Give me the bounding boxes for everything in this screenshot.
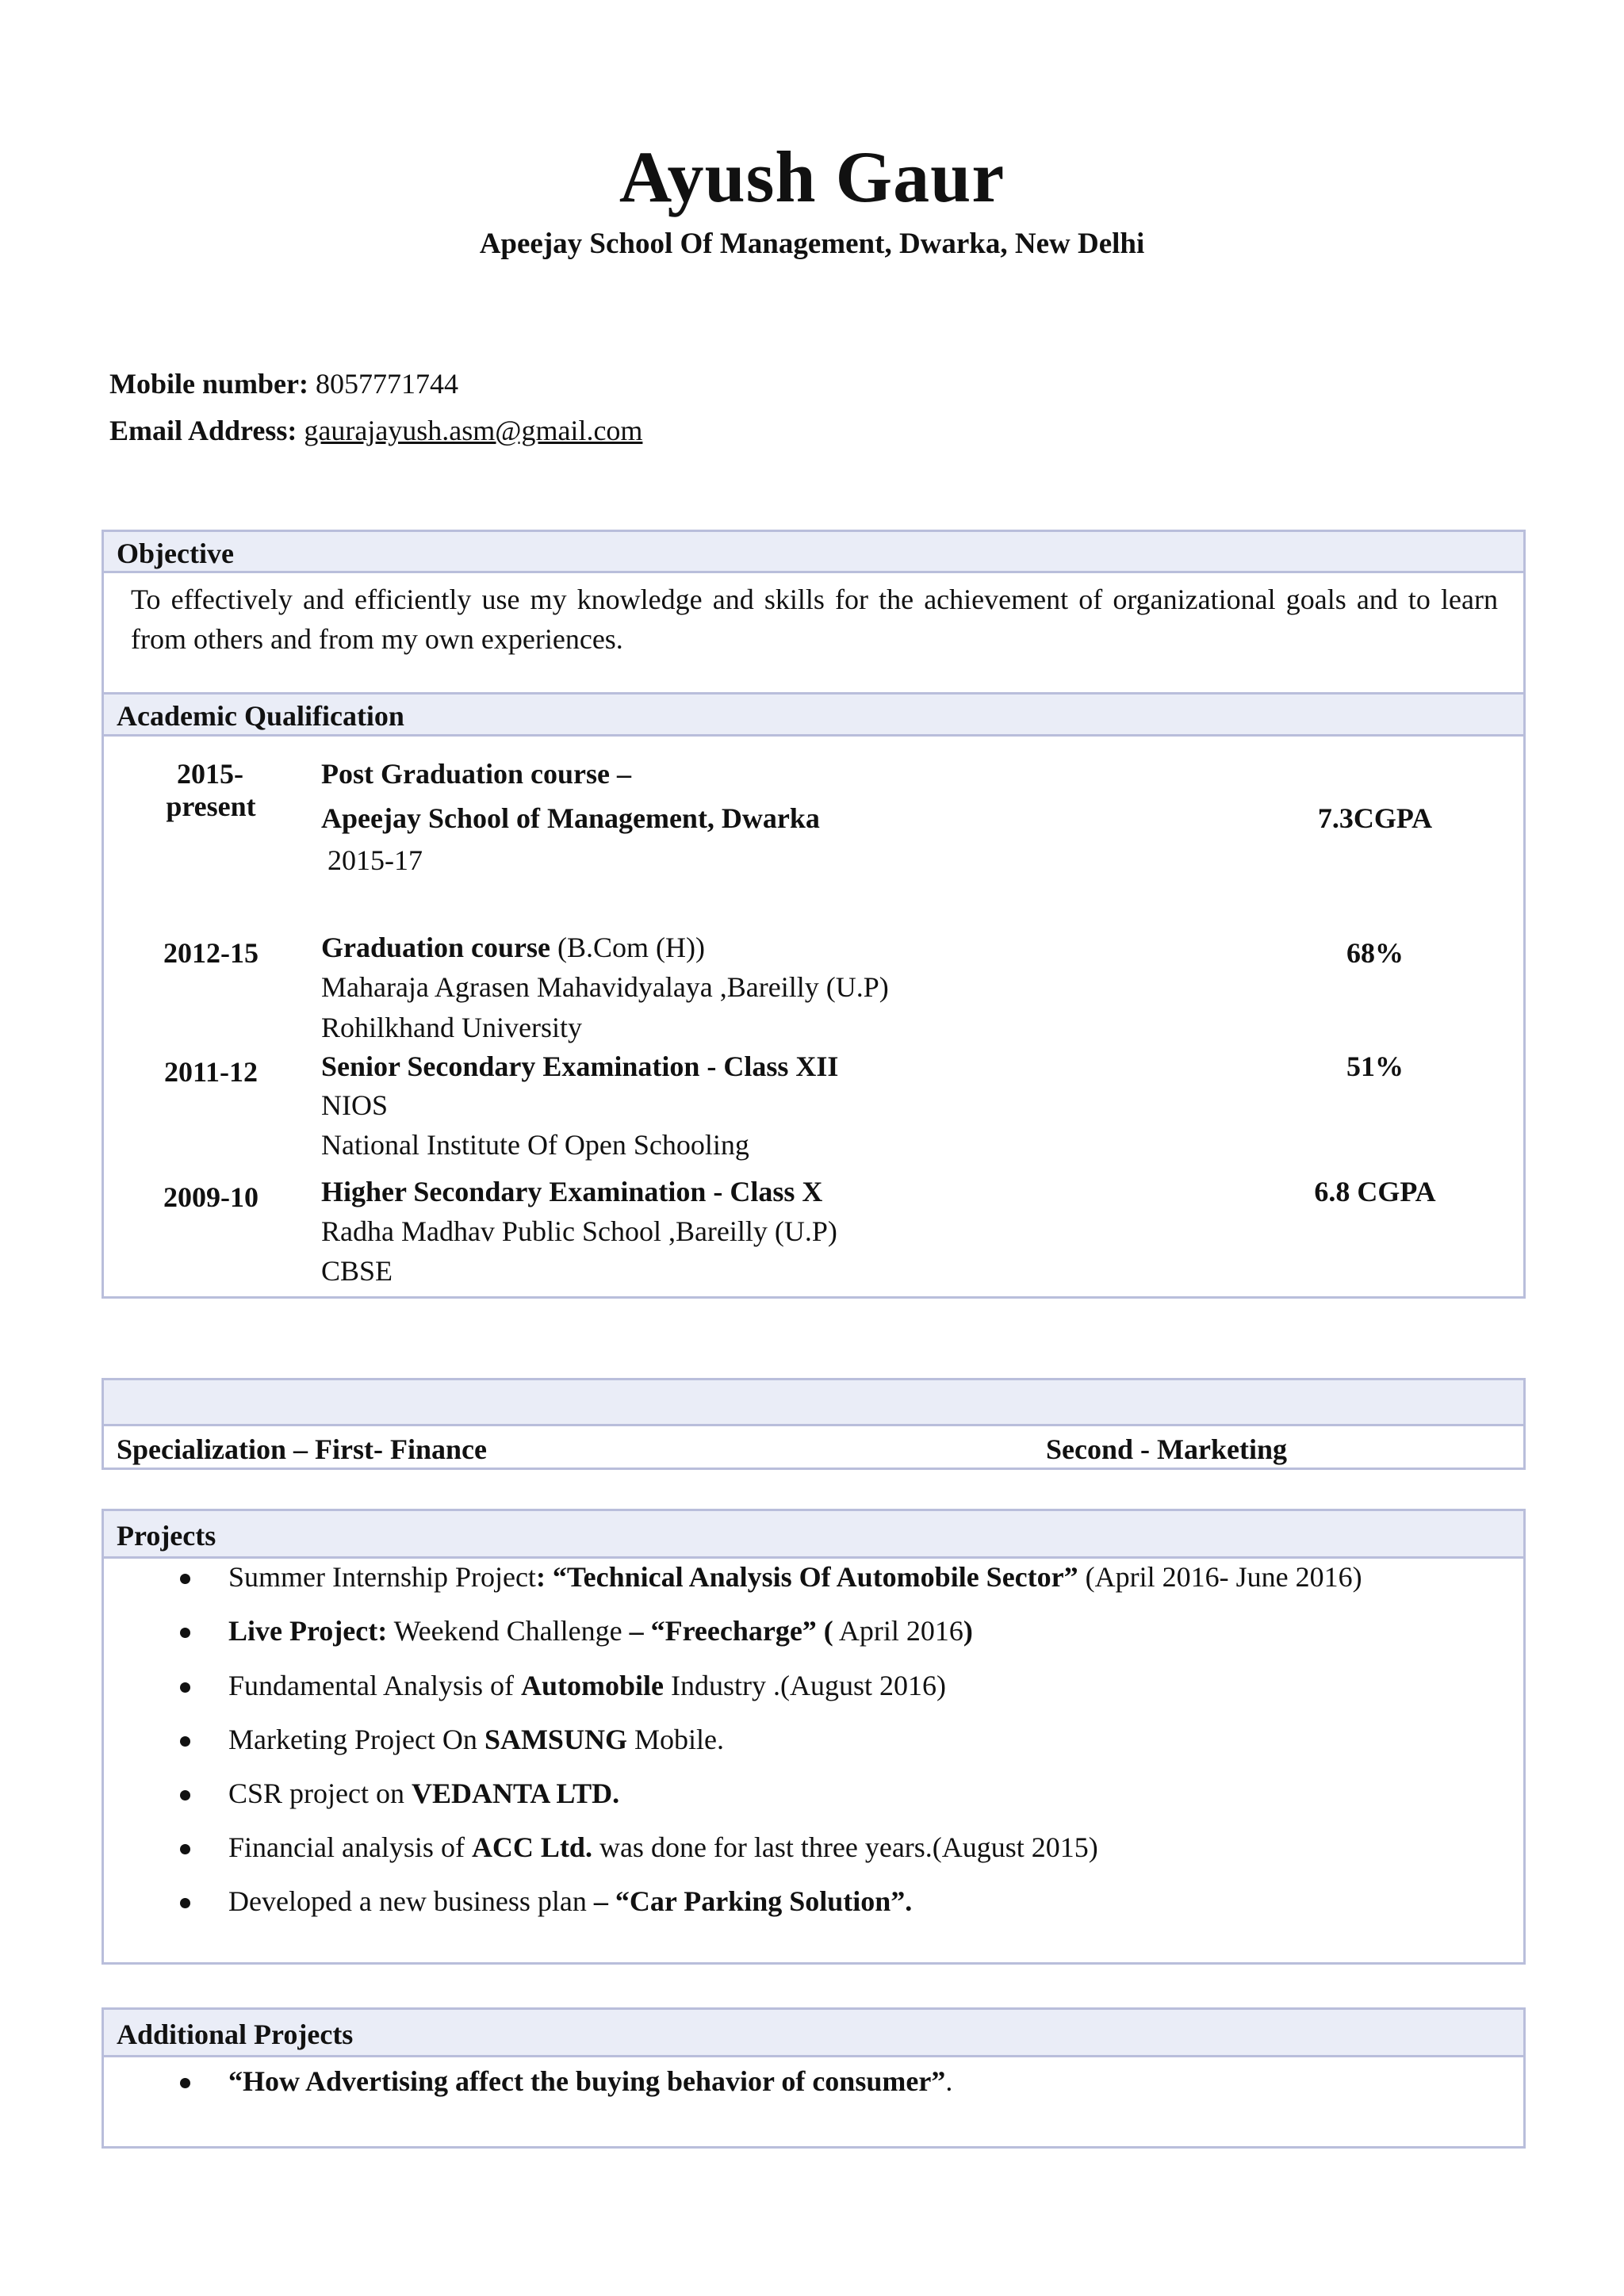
- projects-section: [102, 1509, 1526, 1965]
- project-item: Financial analysis of ACC Ltd. was done for last three years.(August 2015): [228, 1831, 1098, 1863]
- course-graduation: [321, 931, 705, 964]
- course-class-xii: Senior Secondary Examination - Class XII: [321, 1050, 839, 1082]
- project-item: Developed a new business plan – “Car Parking Solution”.: [228, 1885, 913, 1917]
- school-subtitle: Apeejay School Of Management, Dwarka, New Delhi: [479, 228, 1145, 260]
- course-graduation-degree: (B.Com (H)): [550, 932, 705, 963]
- objective-academic-section: [102, 530, 1526, 1299]
- institute-class-xii: NIOS: [321, 1089, 389, 1121]
- email-link[interactable]: gaurajayush.asm@gmail.com: [304, 415, 643, 446]
- year-present: present: [166, 790, 256, 822]
- additional-projects-header: Additional Projects: [104, 2010, 1523, 2057]
- score-class-x: 6.8 CGPA: [1314, 1176, 1436, 1207]
- bullet-icon: [180, 1628, 190, 1638]
- bullet-icon: [180, 1736, 190, 1747]
- bullet-icon: [180, 1790, 190, 1800]
- specialization-second: Second - Marketing: [1046, 1433, 1287, 1465]
- institute-pg: Apeejay School of Management, Dwarka: [321, 802, 820, 834]
- project-item: CSR project on VEDANTA LTD.: [228, 1777, 620, 1809]
- bullet-icon: [180, 1574, 190, 1584]
- additional-projects-section: [102, 2007, 1526, 2149]
- years-pg: 2015-17: [327, 844, 423, 876]
- mobile-label: Mobile number:: [109, 368, 308, 400]
- course-pg: Post Graduation course –: [321, 758, 631, 790]
- email-label: Email Address:: [109, 415, 297, 446]
- project-item: Fundamental Analysis of Automobile Industry .(August 2016): [228, 1670, 946, 1701]
- mobile-line: [109, 367, 458, 400]
- project-item: Live Project: Weekend Challenge – “Freecharge” ( April 2016): [228, 1615, 973, 1647]
- additional-project-item: “How Advertising affect the buying behavior of consumer”.: [228, 2065, 953, 2097]
- board-class-x: CBSE: [321, 1255, 393, 1287]
- bullet-icon: [180, 1682, 190, 1693]
- university-graduation: Rohilkhand University: [321, 1012, 582, 1043]
- bullet-icon: [180, 2078, 190, 2088]
- score-class-xii: 51%: [1346, 1050, 1404, 1082]
- bullet-icon: [180, 1898, 190, 1908]
- project-item: Marketing Project On SAMSUNG Mobile.: [228, 1724, 724, 1755]
- email-line: [109, 414, 642, 447]
- course-graduation-title: Graduation course: [321, 932, 551, 963]
- year-2015: 2015-: [177, 758, 243, 790]
- year-class-xii: 2011-12: [163, 1056, 258, 1088]
- project-item: Summer Internship Project: “Technical Analysis Of Automobile Sector” (April 2016- June 2016): [228, 1561, 1362, 1593]
- objective-text: To effectively and efficiently use my knowledge and skills for the achievement of organizational goals and to learn from others and from my own experiences.: [131, 584, 1498, 655]
- score-pg: 7.3CGPA: [1317, 802, 1433, 834]
- course-class-x: Higher Secondary Examination - Class X: [321, 1176, 823, 1207]
- specialization-blank-header: [104, 1380, 1523, 1426]
- board-class-xii: National Institute Of Open Schooling: [321, 1129, 749, 1161]
- mobile-number: 8057771744: [315, 368, 458, 400]
- bullet-icon: [180, 1844, 190, 1854]
- specialization-first: Specialization – First- Finance: [117, 1433, 487, 1465]
- institute-graduation: Maharaja Agrasen Mahavidyalaya ,Bareilly (U.P): [321, 971, 889, 1003]
- year-class-x: 2009-10: [163, 1181, 259, 1213]
- specialization-section: [102, 1378, 1526, 1470]
- projects-header: Projects: [104, 1511, 1523, 1559]
- academic-header: Academic Qualification: [104, 692, 1523, 737]
- institute-class-x: Radha Madhav Public School ,Bareilly (U.P): [321, 1215, 837, 1247]
- score-graduation: 68%: [1346, 937, 1404, 969]
- candidate-name: Ayush Gaur: [619, 136, 1005, 217]
- objective-header: Objective: [104, 532, 1523, 573]
- year-graduation: 2012-15: [163, 937, 259, 969]
